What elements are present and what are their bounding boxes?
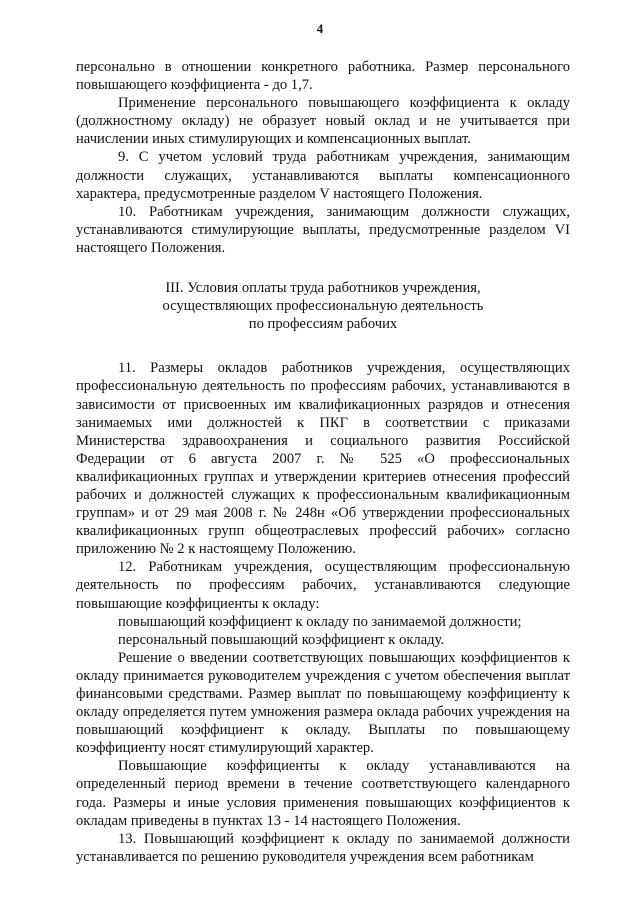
paragraph: Повышающие коэффициенты к окладу устанавливаются на определенный период времени в течение соответствующего календарного года. Размеры и иные условия применения повышающих коэффициентов к окладам приведены в пунктах 13 - 14 настоящего Положения. <box>76 758 570 829</box>
paragraph: 12. Работникам учреждения, осуществляющим профессиональную деятельность по профессиям рабочих, устанавливаются следующие повышающие коэффициенты к окладу: <box>76 559 570 612</box>
paragraph: персонально в отношении конкретного работника. Размер персонального повышающего коэффициента - до 1,7. <box>76 59 570 94</box>
paragraph: 10. Работникам учреждения, занимающим должности служащих, устанавливаются стимулирующие выплаты, предусмотренные разделом VI настоящего Положения. <box>76 203 570 256</box>
section-heading-line: по профессиям рабочих <box>248 316 398 333</box>
paragraph: 11. Размеры окладов работников учреждения, осуществляющих профессиональную деятельность по профессиям рабочих, устанавливаются в зависимости от присвоенных им квалификационных разрядов и отнесения занимаемых ими должностей к ПКГ в соответствии с приказами Министерства здравоохранения и социального развития Российской Федерации от 6 августа 2007 г. № 525 «О профессиональных квалификационных группах и утверждении критериев отнесения профессий рабочих и должностей служащих к профессиональным квалификационным группам» и от 29 мая 2008 г. № 248н «Об утверждении профессиональных квалификационных групп общеотраслевых профессий рабочих» согласно приложению № 2 к настоящему Положению. <box>76 360 570 558</box>
paragraph: Решение о введении соответствующих повышающих коэффициентов к окладу принимается руководителем учреждения с учетом обеспечения выплат финансовыми средствами. Размер выплат по повышающему коэффициенту к окладу определяется путем умножения размера оклада рабочих учреждения на повышающий коэффициент к окладу. Выплаты по повышающему коэффициенту носят стимулирующий характер. <box>76 649 570 757</box>
section-heading-line: III. Условия оплаты труда работников учреждения, <box>165 280 481 297</box>
list-item: повышающий коэффициент к окладу по занимаемой должности; <box>118 613 522 630</box>
section-heading-line: осуществляющих профессиональную деятельность <box>162 298 484 315</box>
paragraph: 9. С учетом условий труда работникам учреждения, занимающим должности служащих, устанавливаются выплаты компенсационного характера, предусмотренные разделом V настоящего Положения. <box>76 149 570 202</box>
list-item: персональный повышающий коэффициент к окладу. <box>118 631 445 648</box>
paragraph: Применение персонального повышающего коэффициента к окладу (должностному окладу) не образует новый оклад и не учитывается при начислении иных стимулирующих и компенсационных выплат. <box>76 95 570 148</box>
section-heading <box>76 279 570 333</box>
document-body <box>76 58 570 866</box>
paragraph: 13. Повышающий коэффициент к окладу по занимаемой должности устанавливается по решению руководителя учреждения всем работникам <box>76 830 570 865</box>
page-number: 4 <box>316 21 324 36</box>
